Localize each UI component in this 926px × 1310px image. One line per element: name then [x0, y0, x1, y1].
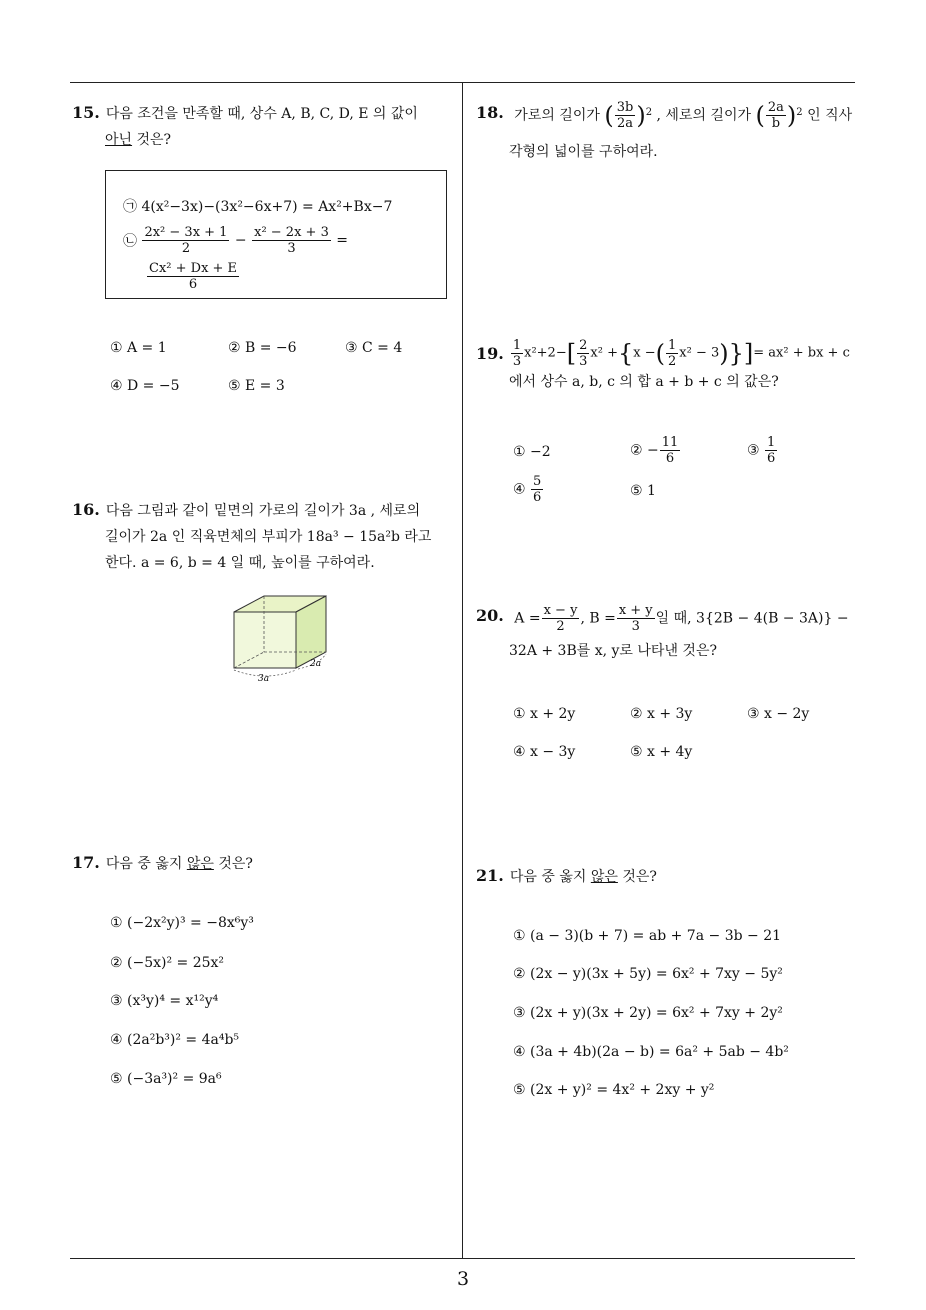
question-17	[72, 850, 457, 877]
option[interactable]: ③ (2x + y)(3x + 2y) = 6x² + 7xy + 2y²	[513, 1005, 783, 1021]
option[interactable]: ② B = −6	[228, 340, 297, 356]
question-number: 21.	[476, 866, 504, 885]
option[interactable]: ① −2	[513, 444, 551, 460]
numerator: 1	[667, 338, 677, 353]
question-number: 17.	[72, 853, 100, 872]
condition-2	[123, 225, 348, 256]
question-number: 16.	[72, 500, 100, 519]
question-19	[476, 338, 861, 395]
fraction	[511, 338, 523, 369]
condition-2-rhs	[146, 261, 240, 292]
brace-close: }	[728, 339, 744, 368]
column-divider	[462, 82, 463, 1258]
condition-2-label: ㉡	[123, 233, 137, 250]
denominator: 2a	[617, 116, 634, 131]
question-number: 20.	[476, 606, 504, 625]
fraction	[531, 474, 543, 505]
bottom-rule	[70, 1258, 855, 1259]
numerator: 2a	[767, 100, 784, 115]
question-text: 다음 중 옳지	[105, 856, 187, 872]
question-text: 다음 조건을 만족할 때, 상수 A, B, C, D, E 의 값이	[105, 106, 418, 122]
denominator: 2	[181, 241, 191, 256]
numerator: 11	[661, 435, 679, 450]
numerator: x − y	[543, 603, 578, 618]
question-16	[72, 497, 457, 576]
option[interactable]: ⑤ x + 4y	[630, 744, 693, 760]
option[interactable]	[513, 474, 544, 505]
fraction	[666, 338, 678, 369]
option[interactable]: ① x + 2y	[513, 706, 576, 722]
option[interactable]: ② x + 3y	[630, 706, 693, 722]
denominator: 3	[287, 241, 296, 256]
fraction	[577, 338, 589, 369]
option[interactable]: ⑤ (2x + y)² = 4x² + 2xy + y²	[513, 1082, 715, 1098]
question-number: 18.	[476, 103, 504, 122]
paren-open: (	[655, 339, 665, 368]
cuboid-figure	[228, 590, 338, 685]
question-number: 15.	[72, 103, 100, 122]
question-text: , 세로의 길이가	[656, 107, 752, 124]
numerator: 5	[533, 474, 542, 489]
option[interactable]: ⑤ E = 3	[228, 378, 285, 394]
question-text: 것은?	[617, 869, 657, 885]
exponent: 2	[645, 107, 653, 118]
denominator: 2	[556, 619, 565, 634]
fraction	[766, 100, 786, 131]
option-label: ④	[513, 481, 526, 498]
fraction	[617, 603, 655, 634]
option[interactable]: ① (−2x²y)³ = −8x⁶y³	[110, 915, 254, 931]
option[interactable]: ③ C = 4	[345, 340, 403, 356]
numerator: 2	[579, 338, 588, 353]
fraction	[142, 225, 229, 256]
emphasis-underlined: 않은	[186, 856, 214, 872]
option[interactable]: ② (2x − y)(3x + 5y) = 6x² + 7xy − 5y²	[513, 966, 783, 982]
paren-close: )	[636, 101, 646, 130]
page-number: 3	[456, 1268, 470, 1290]
denominator: 3	[512, 354, 522, 369]
paren-open: (	[755, 101, 765, 130]
fraction	[542, 603, 580, 634]
fraction	[765, 435, 777, 466]
bracket-close: ]	[743, 339, 754, 368]
fraction	[660, 435, 681, 466]
option[interactable]: ① A = 1	[110, 340, 167, 356]
question-text: 다음 그림과 같이 밑면의 가로의 길이가 3a , 세로의	[105, 503, 421, 519]
numerator: 2x² − 3x + 1	[144, 225, 228, 240]
question-text: 32A + 3B를 x, y로 나타낸 것은?	[509, 643, 717, 659]
denominator: 6	[533, 490, 542, 505]
width-label: 3a	[258, 674, 270, 684]
expression: x² − 3	[679, 345, 720, 361]
option[interactable]: ⑤ (−3a³)² = 9a⁶	[110, 1071, 222, 1087]
question-text: 에서 상수 a, b, c 의 합 a + b + c 의 값은?	[509, 374, 779, 390]
paren-close: )	[786, 101, 797, 130]
fraction	[147, 261, 239, 292]
condition-1: ㉠ 4(x²−3x)−(3x²−6x+7) = Ax²+Bx−7	[123, 199, 393, 215]
numerator: 1	[512, 338, 522, 353]
option-label: ② −	[630, 442, 659, 459]
expression: x²+2−	[524, 345, 567, 361]
denominator: 2	[667, 354, 677, 369]
question-text: 것은?	[213, 856, 253, 872]
condition-box	[105, 170, 447, 299]
operator: =	[336, 232, 349, 249]
numerator: x + y	[618, 603, 653, 618]
option[interactable]: ⑤ 1	[630, 483, 656, 499]
brace-open: {	[617, 339, 634, 368]
expression: x −	[633, 345, 656, 361]
option-label: ③	[747, 442, 760, 459]
question-20	[476, 603, 861, 664]
question-text: 인 직사	[807, 107, 853, 124]
question-text: 가로의 길이가	[514, 107, 600, 124]
denominator: 6	[665, 451, 675, 466]
option[interactable]: ① (a − 3)(b + 7) = ab + 7a − 3b − 21	[513, 928, 782, 944]
fraction	[252, 225, 331, 256]
denominator: 6	[188, 277, 198, 292]
question-text: 길이가 2a 인 직육면체의 부피가 18a³ − 15a²b 라고	[105, 529, 432, 545]
question-text: 각형의 넓이를 구하여라.	[509, 144, 658, 160]
numerator: x² − 2x + 3	[254, 225, 329, 240]
option[interactable]: ④ x − 3y	[513, 744, 576, 760]
fraction	[615, 100, 636, 131]
paren-close: )	[719, 339, 729, 368]
question-21	[476, 863, 861, 890]
expression: = ax² + bx + c	[753, 345, 850, 361]
option[interactable]	[630, 435, 681, 466]
option[interactable]: ② (−5x)² = 25x²	[110, 955, 225, 971]
question-15	[72, 100, 457, 153]
denominator: 3	[579, 354, 588, 369]
denominator: b	[771, 116, 781, 131]
bracket-open: [	[566, 339, 577, 368]
expression: 일 때, 3{2B − 4(B − 3A)} −	[655, 610, 849, 627]
expression: A =	[514, 610, 541, 627]
emphasis-underlined: 않은	[590, 869, 618, 885]
depth-label: 2a	[310, 659, 322, 669]
numerator: Cx² + Dx + E	[149, 261, 238, 276]
option[interactable]: ④ D = −5	[110, 378, 180, 394]
option[interactable]: ④ (3a + 4b)(2a − b) = 6a² + 5ab − 4b²	[513, 1044, 789, 1060]
question-text: 한다. a = 6, b = 4 일 때, 높이를 구하여라.	[105, 555, 375, 571]
question-text: 것은?	[132, 132, 172, 148]
operator: −	[234, 232, 247, 249]
option[interactable]: ③ (x³y)⁴ = x¹²y⁴	[110, 993, 219, 1009]
emphasis-underlined: 아닌	[105, 132, 133, 148]
denominator: 6	[767, 451, 776, 466]
question-number: 19.	[476, 343, 504, 363]
denominator: 3	[631, 619, 640, 634]
question-18	[476, 100, 861, 165]
option[interactable]	[747, 435, 778, 466]
numerator: 1	[767, 435, 776, 450]
question-text: 다음 중 옳지	[509, 869, 591, 885]
option[interactable]: ③ x − 2y	[747, 706, 810, 722]
expression: , B =	[580, 610, 616, 627]
exponent: 2	[796, 107, 803, 118]
option[interactable]: ④ (2a²b³)² = 4a⁴b⁵	[110, 1032, 240, 1048]
numerator: 3b	[616, 100, 634, 115]
paren-open: (	[604, 101, 614, 130]
expression: x² +	[590, 345, 618, 361]
